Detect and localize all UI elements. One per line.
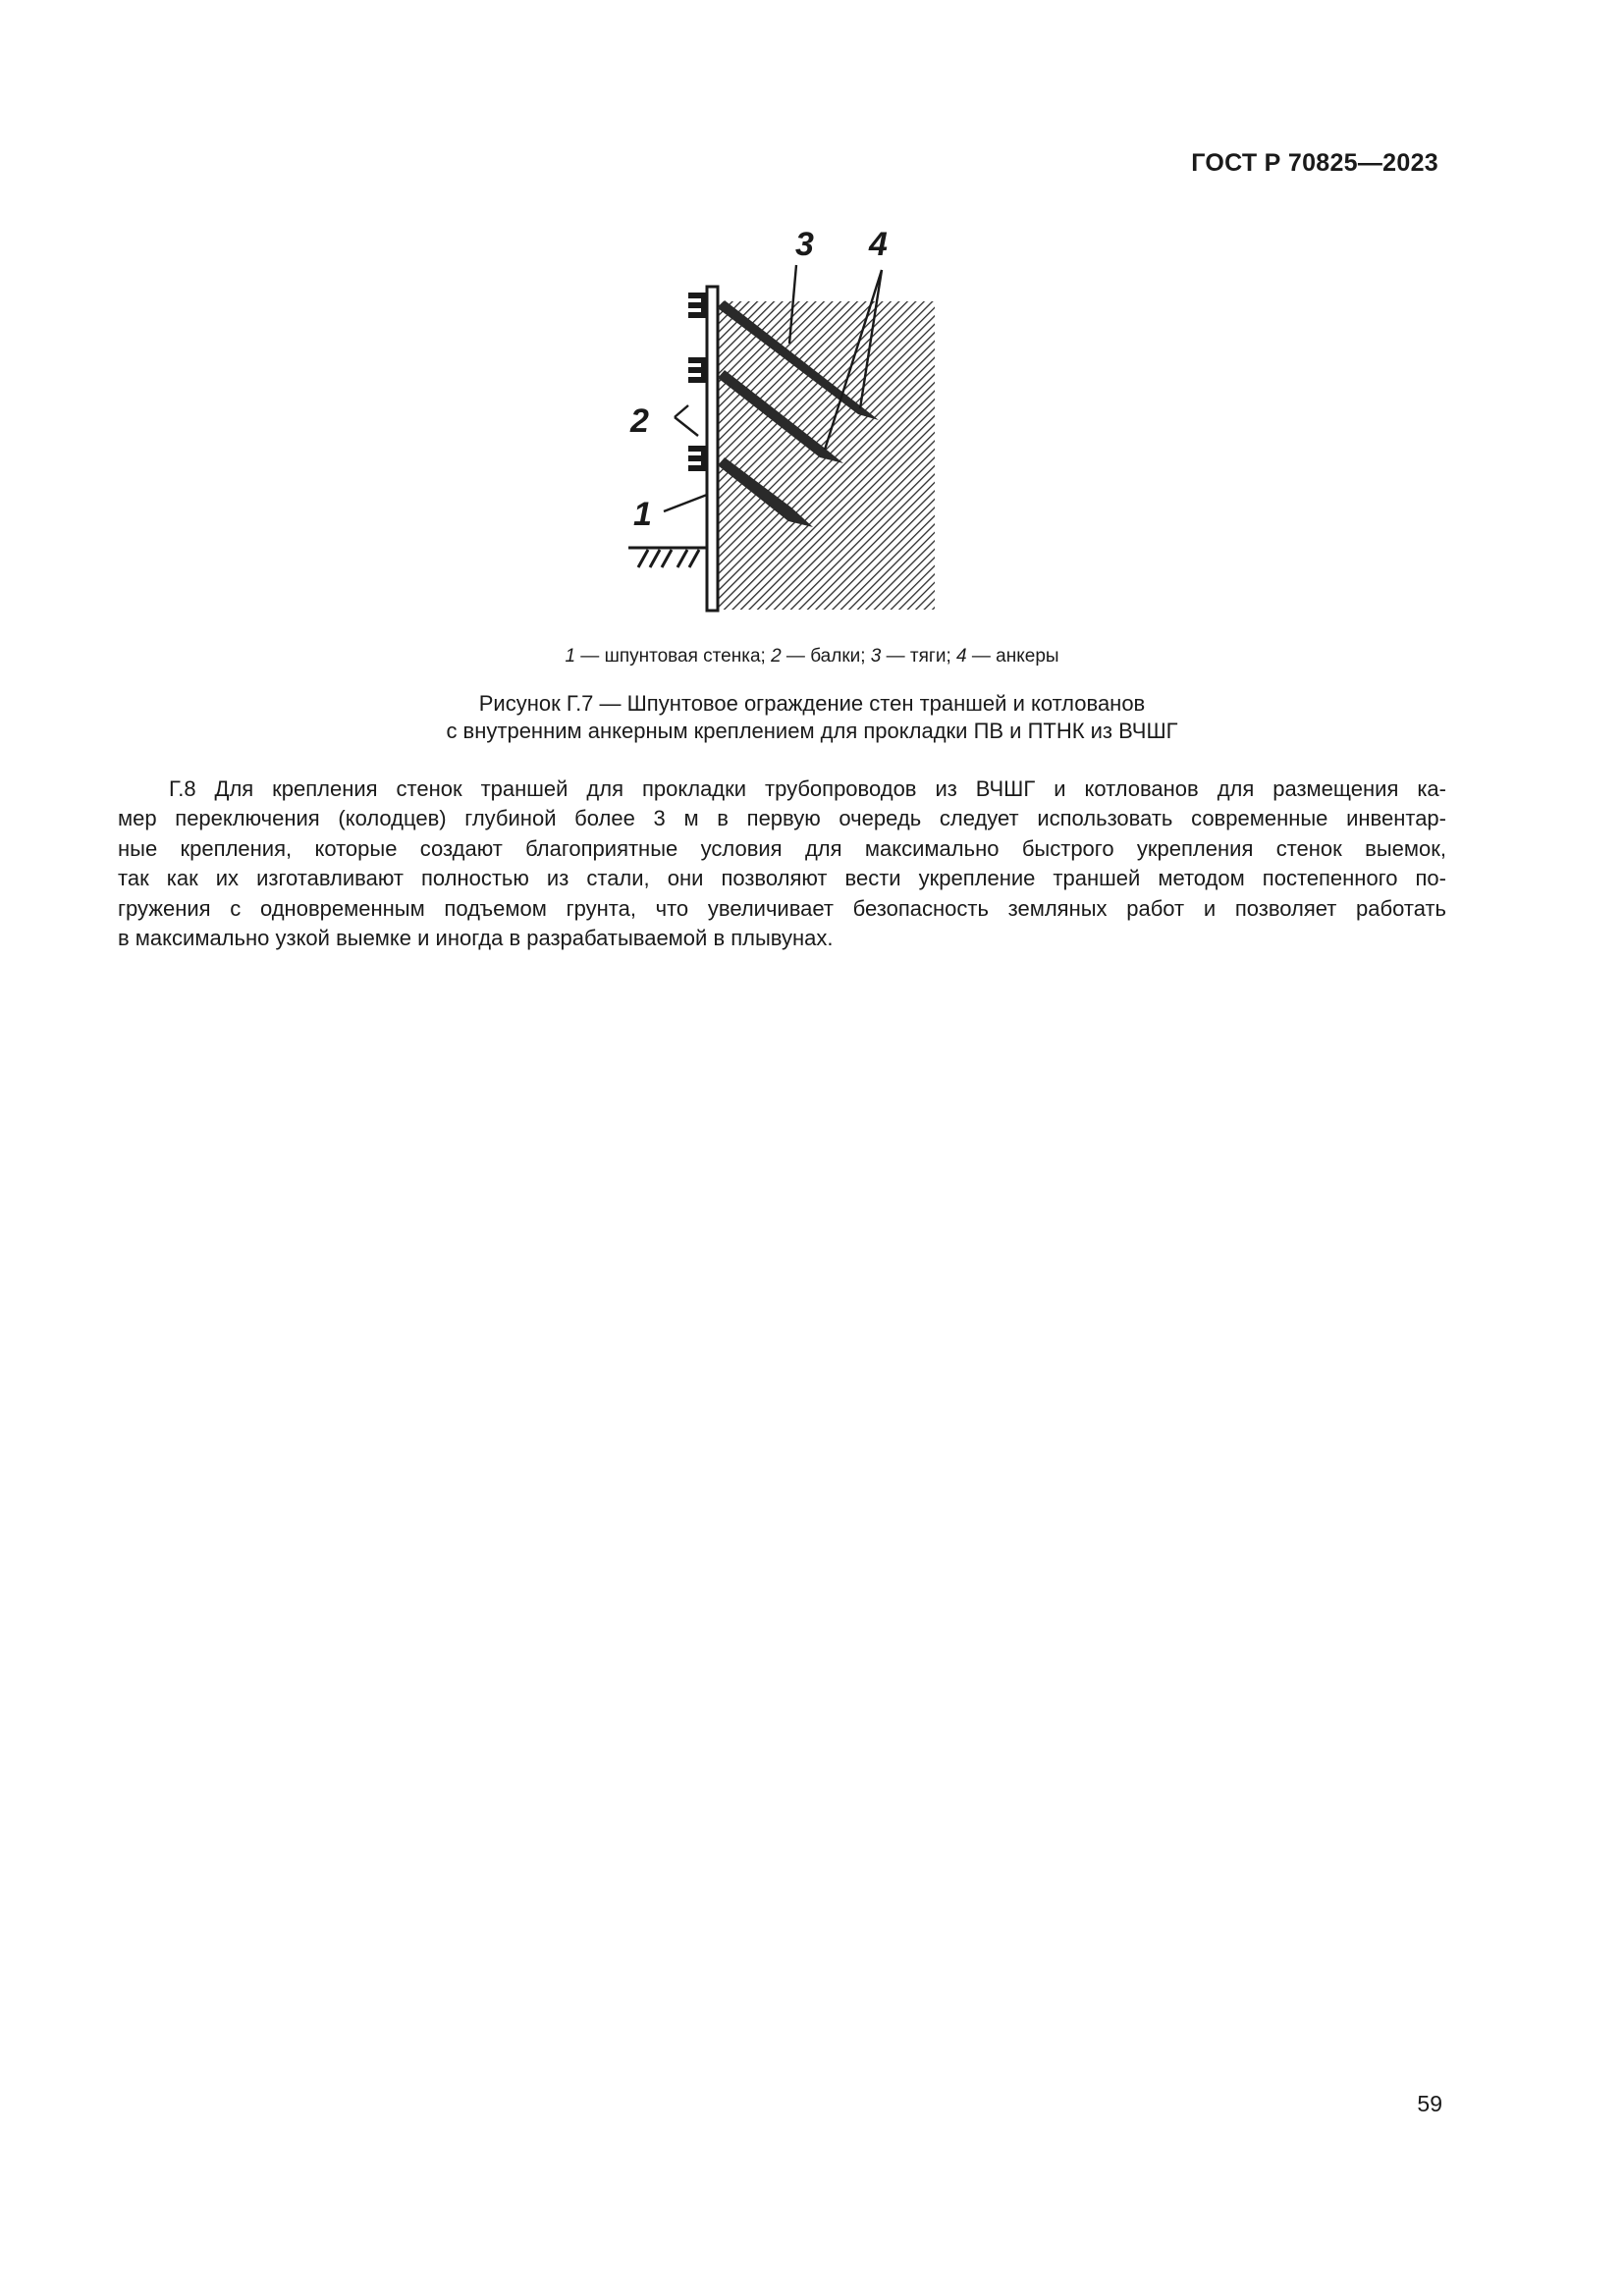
body-paragraph [118,774,1446,953]
figure-sheet-pile-wall [609,226,943,614]
callout-4: 4 [869,226,888,263]
beams [688,293,707,471]
ground-surface [628,548,708,567]
paragraph-line: ные крепления, которые создают благоприятные условия для максимально быстрого укрепления стенок выемок, [118,835,1446,861]
legend-num-3: 3 [870,646,882,667]
figure-legend [0,646,1624,667]
paragraph-line: мер переключения (колодцев) глубиной более 3 м в первую очередь следует использовать современные инвентар- [118,806,1446,831]
callout-1: 1 [633,496,652,533]
paragraph-line: в максимально узкой выемке и иногда в разрабатываемой в плывунах. [118,926,834,951]
callout-3: 3 [795,226,814,263]
sheet-pile-wall [707,287,718,611]
legend-text-4: — анкеры [966,646,1059,667]
legend-num-2: 2 [771,646,782,667]
document-code: ГОСТ Р 70825—2023 [1191,149,1438,177]
sheet-pile-diagram [609,226,943,614]
callout-2: 2 [630,402,649,440]
paragraph-line: гружения с одновременным подъемом грунта, что увеличивает безопасность земляных работ и позволяет работать [118,895,1446,921]
caption-line-1: Рисунок Г.7 — Шпунтовое ограждение стен траншей и котлованов [478,691,1146,716]
paragraph-line: так как их изготавливают полностью из стали, они позволяют вести укрепление траншей методом постепенного по- [118,866,1446,891]
legend-text-3: — тяги; [881,646,957,667]
page-number: 59 [1417,2091,1442,2116]
legend-num-4: 4 [956,646,967,667]
caption-line-2: с внутренним анкерным креплением для прокладки ПВ и ПТНК из ВЧШГ [446,719,1178,743]
legend-num-1: 1 [565,646,576,667]
legend-text-2: — балки; [781,646,871,667]
legend-text-1: — шпунтовая стенка; [575,646,772,667]
paragraph-line: Г.8 Для крепления стенок траншей для прокладки трубопроводов из ВЧШГ и котлованов для размещения ка- [169,776,1446,801]
figure-caption [0,690,1624,745]
